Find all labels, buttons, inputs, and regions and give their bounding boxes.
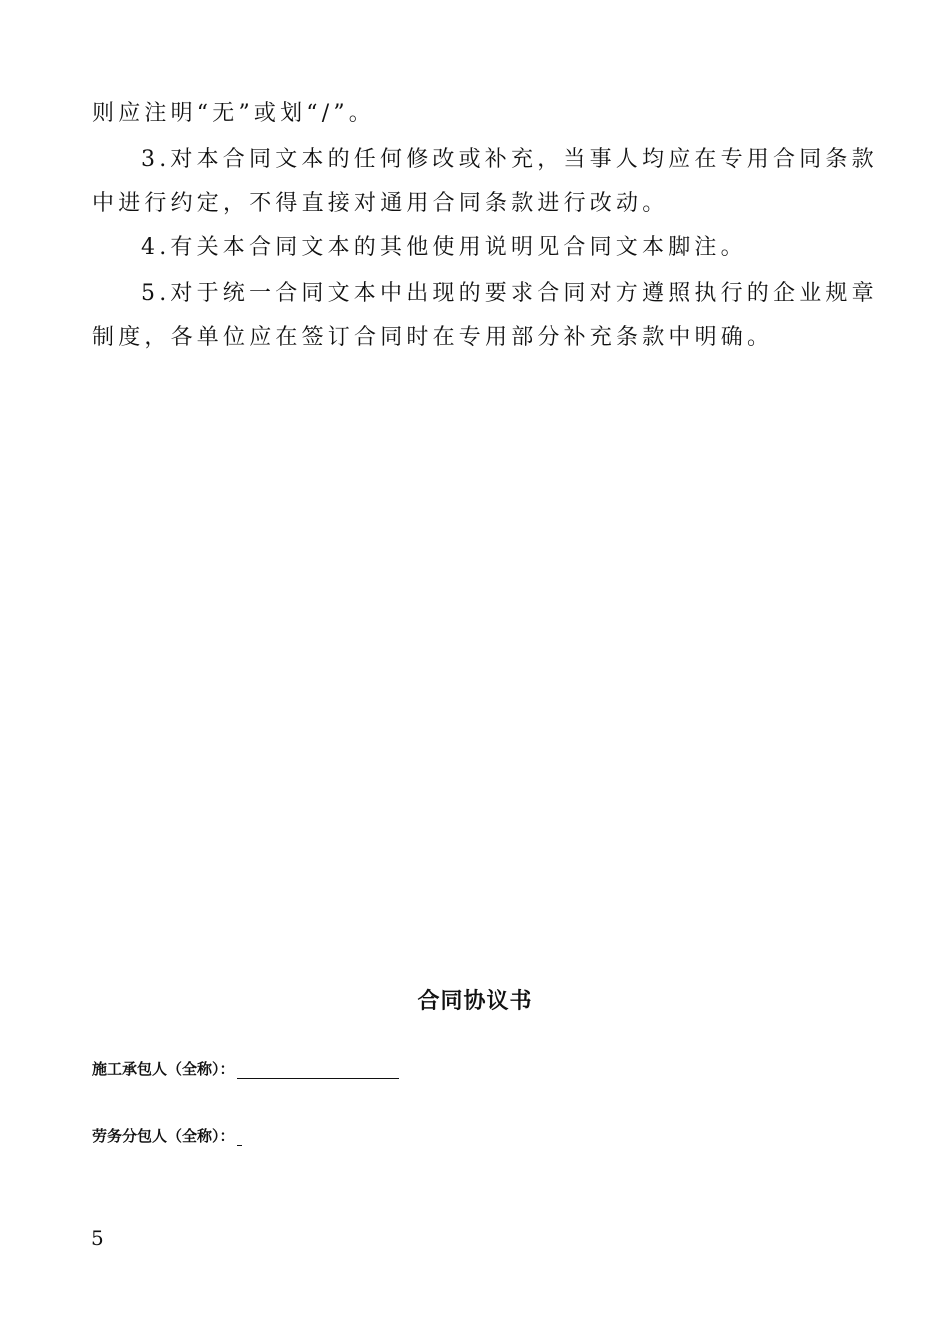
contractor-label: 施工承包人（全称）：	[92, 1060, 235, 1078]
instruction-item-3-line-2: 中进行约定，不得直接对通用合同条款进行改动。	[92, 191, 669, 216]
instruction-line: 则应注明“无”或划“/”。	[92, 101, 376, 126]
instruction-item-3-line-1: 3.对本合同文本的任何修改或补充，当事人均应在专用合同条款	[141, 147, 878, 172]
agreement-title: 合同协议书	[417, 989, 533, 1014]
contractor-name-blank[interactable]	[237, 1060, 399, 1079]
contractor-field	[92, 1057, 399, 1081]
subcontractor-label: 劳务分包人（全称）：	[92, 1127, 235, 1145]
instruction-item-4: 4.有关本合同文本的其他使用说明见合同文本脚注。	[141, 235, 747, 260]
page-number: 5	[91, 1226, 104, 1250]
subcontractor-name-blank[interactable]	[237, 1127, 242, 1146]
instruction-item-5-line-1: 5.对于统一合同文本中出现的要求合同对方遵照执行的企业规章	[141, 281, 878, 306]
subcontractor-field	[92, 1124, 242, 1148]
instruction-item-5-line-2: 制度，各单位应在签订合同时在专用部分补充条款中明确。	[92, 325, 774, 350]
